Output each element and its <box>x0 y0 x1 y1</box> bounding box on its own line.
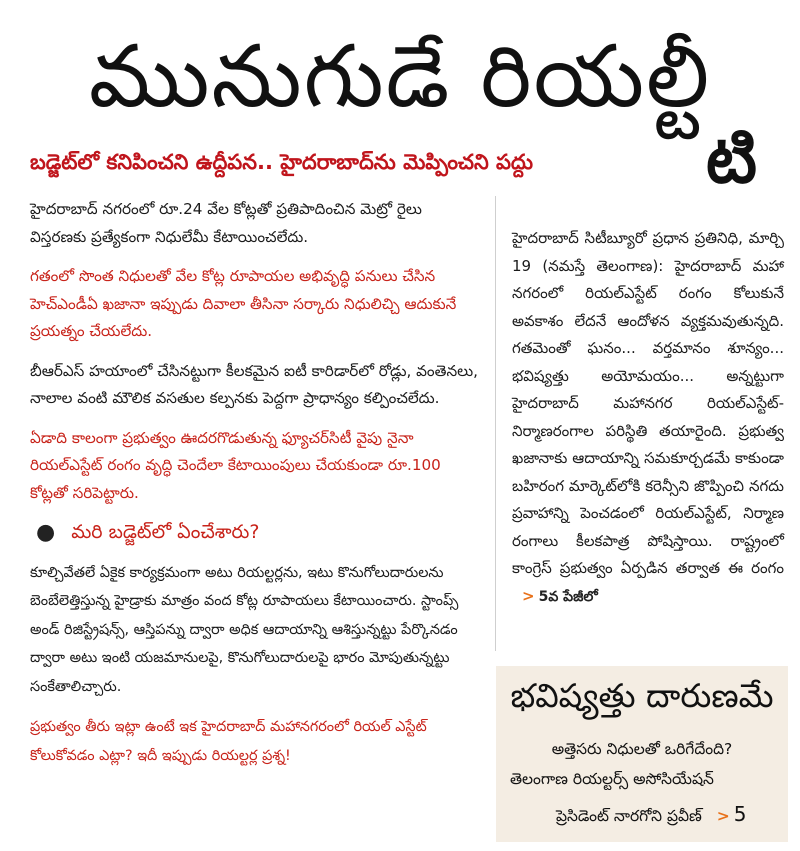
continue-arrow-icon: > <box>522 586 535 605</box>
continued-on-page: 5వ పేజీలో <box>538 588 598 605</box>
page-ref-arrow-icon: > <box>716 807 730 825</box>
bullet-heading-text: మరి బడ్జెట్‌లో ఏంచేశారు? <box>71 521 260 543</box>
left-column <box>30 196 482 782</box>
quote-box-organization: తెలంగాణ రియల్టర్స్ అసోసియేషన్ <box>510 770 714 788</box>
paragraph-future-city: ఏడాది కాలంగా ప్రభుత్వం ఊదరగొడుతున్న ఫ్యూచర్‌సిటీ వైపు నైనా రియల్ఎస్టేట్ రంగం వృద్ధి చెందేలా కేటాయింపులు చేయకుండా రూ.100 కోట్లతో సరిపెట్టారు. <box>30 428 441 502</box>
paragraph-hydraa: కూల్చివేతలే ఏకైక కార్యక్రమంగా అటు రియల్టర్లను, ఇటు కొనుగోలుదారులను బెంబేలెత్తిస్తున్న హైడ్రాకు మాత్రం వంద కోట్ల రూపాయలు కేటాయించారు. స్టాంప్స్ అండ్ రిజిస్ట్రేషన్స్, ఆస్తిపన్ను ద్వారా అధిక ఆదాయాన్ని ఆశిస్తున్నట్టు పేర్కొనడం ద్వారా అటు ఇంటి యజమానులపై, కొనుగోలుదారులపై భారం మోపుతున్నట్టు సంకేతాలిచ్చారు. <box>30 564 459 695</box>
right-column <box>512 225 784 611</box>
headline: మునుగుడే రియల్టీ <box>88 27 712 127</box>
page-ref: 5 <box>733 802 747 826</box>
quote-box-question: అత్తెసరు నిధులతో ఒరిగేదేంది? <box>551 740 733 758</box>
column-divider <box>495 196 496 651</box>
speaker-name: ప్రెసిడెంట్ నారగోని ప్రవీణ్ <box>556 807 702 825</box>
article-body: హైదరాబాద్ సిటీబ్యూరో ప్రధాన ప్రతినిధి, మార్చి 19 (నమస్తే తెలంగాణ): హైదరాబాద్ మహా నగరంలో రియల్ఎస్టేట్ రంగం కోలుకునే అవకాశం లేదనే ఆందోళన వ్యక్తమవుతున్నది. గతమెంతో ఘనం... వర్తమానం శూన్యం... భవిష్యత్తు అయోమయం... అన్నట్టుగా హైదరాబాద్ మహానగర రియల్ఎస్టేట్- నిర్మాణరంగాల పరిస్థితి తయారైంది. ప్రభుత్వ ఖజానాకు ఆదాయాన్ని సమకూర్చడమే కాకుండా బహిరంగ మార్కెట్‌లోకి కరెన్సీని జొప్పించి నగదు ప్రవాహాన్ని పెంచడంలో రియల్ఎస్టేట్, నిర్మాణ రంగాలు కీలకపాత్ర పోషిస్తాయి. రాష్ట్రంలో కాంగ్రెస్ ప్రభుత్వం ఏర్పడిన తర్వాత ఈ రంగం <box>512 229 784 577</box>
paragraph-it-corridor: బీఆర్ఎస్ హయాంలో చేసినట్టుగా కీలకమైన ఐటీ కారిడార్‌లో రోడ్లు, వంతెనలు, నాలాల వంటి మౌలిక వసతుల కల్పనకు పెద్దగా ప్రాధాన్యం కల్పించలేదు. <box>30 361 478 407</box>
quote-box-title: భవిష్యత్తు దారుణమే <box>510 676 774 715</box>
bullet-heading <box>30 519 482 547</box>
paragraph-metro: హైదరాబాద్ నగరంలో రూ.24 వేల కోట్లతో ప్రతిపాదించిన మెట్రో రైలు విస్తరణకు ప్రత్యేకంగా నిధులేమీ కేటాయించలేదు. <box>30 200 422 246</box>
bullet-icon: ● <box>36 520 56 545</box>
quote-box-speaker <box>556 802 786 829</box>
paragraph-question: ప్రభుత్వం తీరు ఇట్లా ఉంటే ఇక హైదరాబాద్ మహానగరంలో రియల్ ఎస్టేట్ కోలుకోవడం ఎట్లా? ఇదీ ఇప్పుడు రియల్టర్ల ప్రశ్న! <box>30 719 427 764</box>
paragraph-hmda: గతంలో సొంత నిధులతో వేల కోట్ల రూపాయల అభివృద్ధి పనులు చేసిన హెచ్ఎండీఏ ఖజానా ఇప్పుడు దివాలా తీసినా సర్కారు నిధులిచ్చి ఆదుకునే ప్రయత్నం చేయలేదు. <box>30 267 457 340</box>
quote-box <box>496 666 788 842</box>
subheadline-tail: టి <box>706 121 757 198</box>
subheadline: బడ్జెట్‌లో కనిపించని ఉద్దీపన.. హైదరాబాద్‌ను మెప్పించని పద్దు <box>30 150 534 174</box>
